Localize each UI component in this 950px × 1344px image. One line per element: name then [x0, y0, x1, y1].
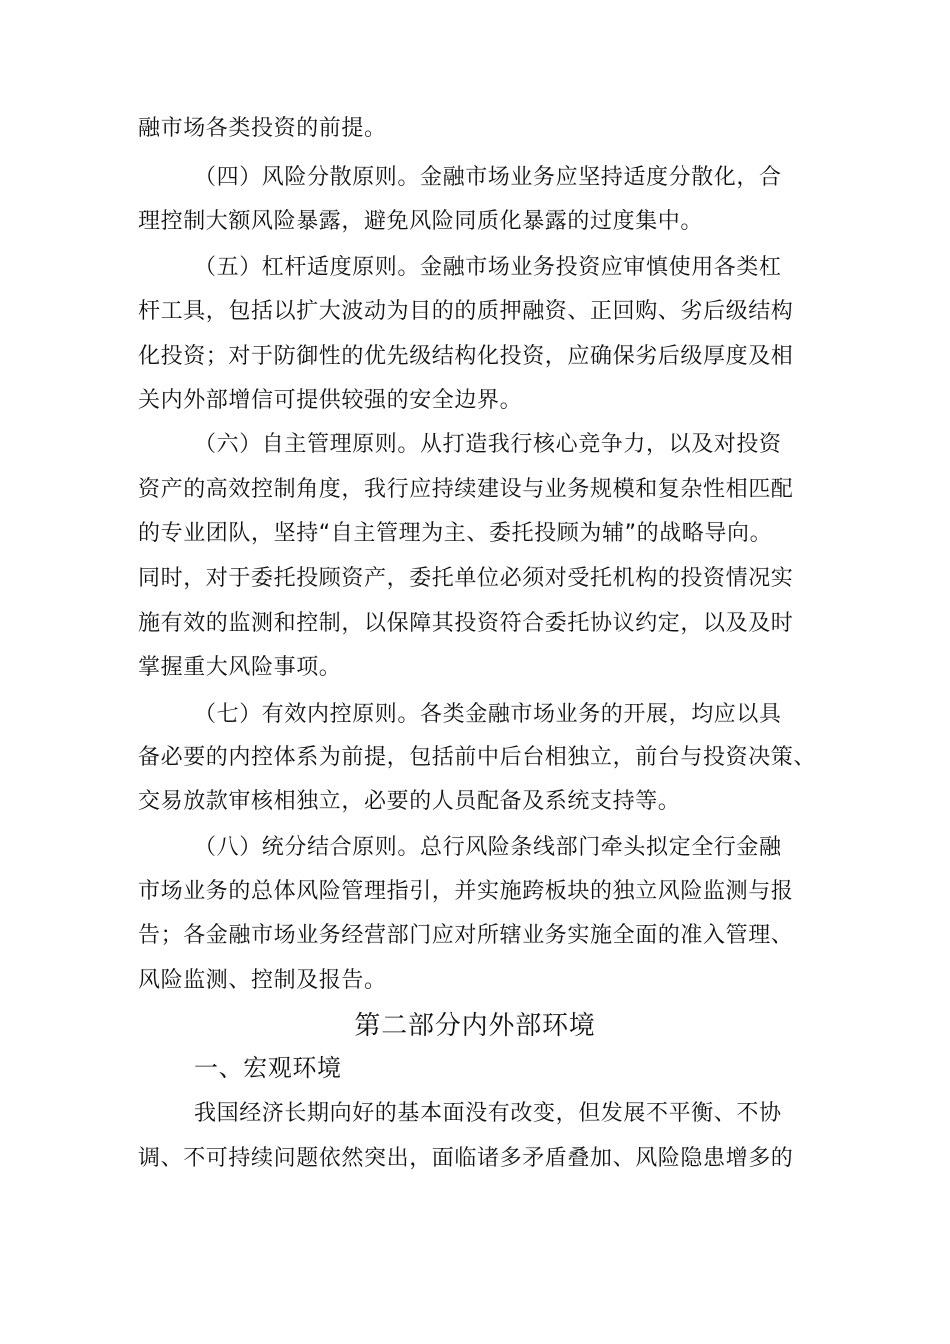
text-line: 告；各金融市场业务经营部门应对所辖业务实施全面的准入管理、 [138, 923, 794, 948]
text-line: 交易放款审核相独立，必要的人员配备及系统支持等。 [138, 789, 681, 814]
section-title: 第二部分内外部环境 [354, 1011, 596, 1041]
text-line: 施有效的监测和控制，以保障其投资符合委托协议约定，以及及时 [138, 611, 794, 636]
text-line: 化投资；对于防御性的优先级结构化投资，应确保劣后级厚度及相 [138, 344, 794, 369]
text-line: 的专业团队，坚持“自主管理为主、委托投顾为辅”的战略导向。 [138, 521, 773, 546]
text-line: 我国经济长期向好的基本面没有改变，但发展不平衡、不协 [194, 1101, 782, 1126]
text-line: （五）杠杆适度原则。金融市场业务投资应审慎使用各类杠 [194, 255, 782, 280]
text-line: （八）统分结合原则。总行风险条线部门牵头拟定全行金融 [194, 835, 782, 860]
subheading: 一、宏观环境 [194, 1054, 342, 1082]
text-line: 资产的高效控制角度，我行应持续建设与业务规模和复杂性相匹配 [138, 477, 794, 502]
text-line: 掌握重大风险事项。 [138, 655, 342, 680]
text-line: （七）有效内控原则。各类金融市场业务的开展，均应以具 [194, 702, 782, 727]
text-line: 调、不可持续问题依然突出，面临诸多矛盾叠加、风险隐患增多的 [138, 1146, 794, 1171]
text-line: 同时，对于委托投顾资产，委托单位必须对受托机构的投资情况实 [138, 566, 794, 591]
text-line: 融市场各类投资的前提。 [138, 116, 387, 141]
text-line: 市场业务的总体风险管理指引，并实施跨板块的独立风险监测与报 [138, 879, 794, 904]
text-line: 关内外部增信可提供较强的安全边界。 [138, 388, 523, 413]
text-line: 杆工具，包括以扩大波动为目的的质押融资、正回购、劣后级结构 [138, 299, 794, 324]
text-line: 理控制大额风险暴露，避免风险同质化暴露的过度集中。 [138, 209, 704, 234]
text-line: （六）自主管理原则。从打造我行核心竞争力，以及对投资 [194, 432, 782, 457]
text-line: 备必要的内控体系为前提，包括前中后台相独立，前台与投资决策、 [138, 745, 817, 770]
text-line: （四）风险分散原则。金融市场业务应坚持适度分散化，合 [194, 165, 782, 190]
text-line: 风险监测、控制及报告。 [138, 968, 387, 993]
